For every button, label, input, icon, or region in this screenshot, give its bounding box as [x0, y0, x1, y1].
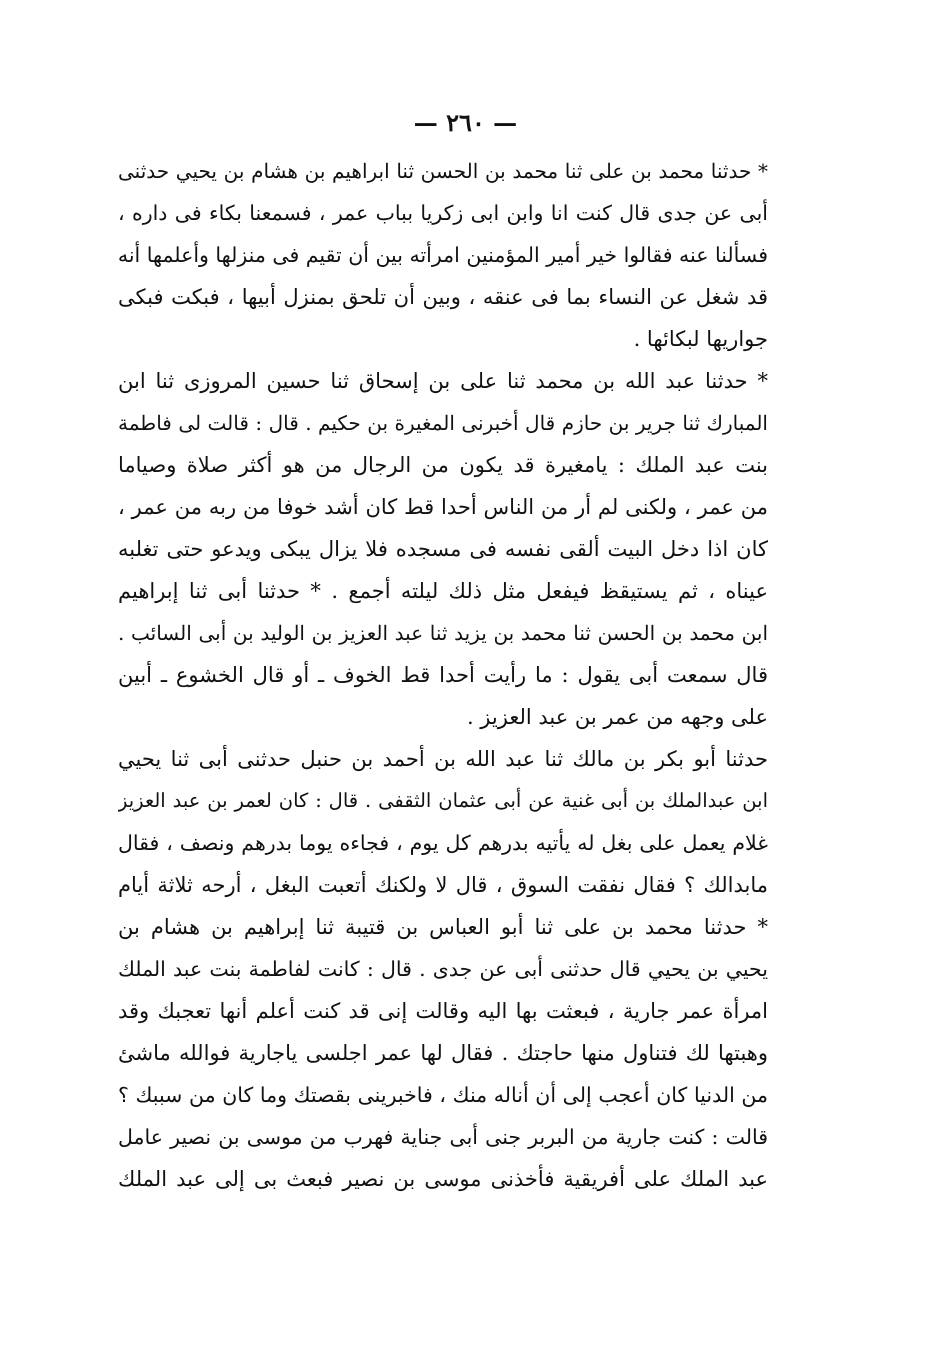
page-number: — ٢٦٠ —	[413, 108, 518, 137]
text-line: مابدالك ؟ فقال نفقت السوق ، قال لا ولكنك أتعبت البغل ، أرحه ثلاثة أيام	[118, 873, 768, 897]
text-line: * حدثنا عبد الله بن محمد ثنا على بن إسحاق ثنا حسين المروزى ثنا ابن	[118, 369, 768, 393]
text-line: من عمر ، ولكنى لم أر من الناس أحدا قط كان أشد خوفا من ربه من عمر ،	[118, 495, 768, 519]
text-line: من الدنيا كان أعجب إلى أن أناله منك ، فاخبرينى بقصتك وما كان من سببك ؟	[118, 1083, 768, 1107]
text-line: قد شغل عن النساء بما فى عنقه ، وبين أن تلحق بمنزل أبيها ، فبكت فبكى	[118, 285, 768, 309]
text-line: على وجهه من عمر بن عبد العزيز .	[466, 705, 768, 729]
text-line: عبد الملك على أفريقية فأخذنى موسى بن نصير فبعث بى إلى عبد الملك	[118, 1167, 768, 1191]
text-line: فسألنا عنه فقالوا خير أمير المؤمنين امرأته بين أن تقيم فى منزلها وأعلمها أنه	[118, 243, 768, 267]
text-line: قال سمعت أبى يقول : ما رأيت أحدا قط الخوف ـ أو قال الخشوع ـ أبين	[118, 663, 768, 687]
text-line: ابن محمد بن الحسن ثنا محمد بن يزيد ثنا عبد العزيز بن الوليد بن أبى السائب .	[118, 621, 768, 645]
text-line: حدثنا أبو بكر بن مالك ثنا عبد الله بن أحمد بن حنبل حدثنى أبى ثنا يحيي	[118, 747, 768, 771]
text-line: وهبتها لك فتناول منها حاجتك . فقال لها عمر اجلسى ياجارية فوالله ماشئ	[118, 1041, 768, 1065]
text-line: امرأة عمر جارية ، فبعثت بها اليه وقالت إنى قد كنت أعلم أنها تعجبك وقد	[118, 999, 768, 1023]
text-line: جواريها لبكائها .	[633, 327, 768, 351]
text-line: قالت : كنت جارية من البربر جنى أبى جناية فهرب من موسى بن نصير عامل	[118, 1125, 768, 1149]
text-line: * حدثنا محمد بن على ثنا محمد بن الحسن ثنا ابراهيم بن هشام بن يحيي حدثنى	[118, 159, 768, 183]
text-line: كان اذا دخل البيت ألقى نفسه فى مسجده فلا يزال يبكى ويدعو حتى تغلبه	[118, 537, 768, 561]
body-text	[118, 150, 768, 1200]
text-line: يحيي بن يحيي قال حدثنى أبى عن جدى . قال : كانت لفاطمة بنت عبد الملك	[118, 957, 768, 981]
text-line: المبارك ثنا جرير بن حازم قال أخبرنى المغيرة بن حكيم . قال : قالت لى فاطمة	[118, 411, 768, 435]
text-line: عيناه ، ثم يستيقظ فيفعل مثل ذلك ليلته أجمع . * حدثنا أبى ثنا إبراهيم	[118, 579, 768, 603]
text-line: غلام يعمل على بغل له يأتيه بدرهم كل يوم ، فجاءه يوما بدرهم ونصف ، فقال	[118, 831, 768, 855]
text-line: أبى عن جدى قال كنت انا وابن ابى زكريا بباب عمر ، فسمعنا بكاء فى داره ،	[118, 201, 768, 225]
text-line: ابن عبدالملك بن أبى غنية عن أبى عثمان الثقفى . قال : كان لعمر بن عبد العزيز	[118, 789, 768, 812]
text-line: بنت عبد الملك : يامغيرة قد يكون من الرجال من هو أكثر صلاة وصياما	[118, 453, 768, 477]
text-line: * حدثنا محمد بن على ثنا أبو العباس بن قتيبة ثنا إبراهيم بن هشام بن	[118, 915, 768, 939]
